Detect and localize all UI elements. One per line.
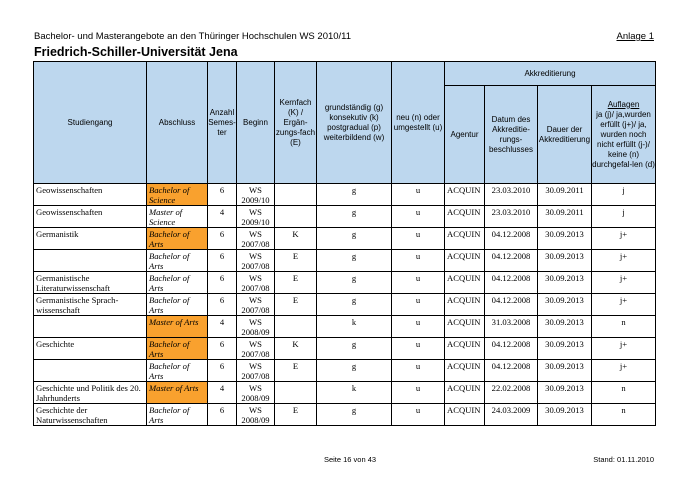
cell-abschluss: Bachelor of Arts <box>147 360 208 382</box>
cell-auflagen: j+ <box>592 360 656 382</box>
cell-dauer: 30.09.2013 <box>538 272 592 294</box>
cell-neu: u <box>392 338 445 360</box>
cell-kernfach: E <box>275 404 317 426</box>
cell-datum: 22.02.2008 <box>485 382 538 404</box>
cell-abschluss: Master of Arts <box>147 382 208 404</box>
cell-auflagen: j+ <box>592 250 656 272</box>
cell-datum: 31.03.2008 <box>485 316 538 338</box>
cell-studiengang: Geschichte <box>34 338 147 360</box>
cell-beginn: WS 2007/08 <box>237 272 275 294</box>
cell-agentur: ACQUIN <box>445 360 485 382</box>
cell-beginn: WS 2009/10 <box>237 206 275 228</box>
cell-beginn: WS 2009/10 <box>237 184 275 206</box>
cell-auflagen: j+ <box>592 338 656 360</box>
cell-studiengang: Geschichte der Naturwissenschaften <box>34 404 147 426</box>
cell-art: g <box>317 228 392 250</box>
col-header-grundstaendig: grundständig (g) konsekutiv (k) postgradual (p) weiterbildend (w) <box>317 62 392 184</box>
cell-agentur: ACQUIN <box>445 250 485 272</box>
table-row <box>34 404 656 426</box>
col-header-semester: Anzahl Semes-ter <box>208 62 237 184</box>
cell-kernfach <box>275 206 317 228</box>
cell-auflagen: n <box>592 382 656 404</box>
cell-abschluss: Bachelor of Science <box>147 184 208 206</box>
cell-dauer: 30.09.2013 <box>538 316 592 338</box>
cell-abschluss: Bachelor of Arts <box>147 338 208 360</box>
page-number: Seite 16 von 43 <box>323 455 377 464</box>
cell-agentur: ACQUIN <box>445 294 485 316</box>
cell-dauer: 30.09.2013 <box>538 382 592 404</box>
cell-semester: 6 <box>208 294 237 316</box>
cell-abschluss: Bachelor of Arts <box>147 250 208 272</box>
cell-agentur: ACQUIN <box>445 382 485 404</box>
cell-abschluss: Master of Science <box>147 206 208 228</box>
cell-agentur: ACQUIN <box>445 184 485 206</box>
cell-neu: u <box>392 228 445 250</box>
cell-studiengang: Geowissenschaften <box>34 184 147 206</box>
table-row <box>34 272 656 294</box>
cell-studiengang: Geschichte und Politik des 20. Jahrhunderts <box>34 382 147 404</box>
cell-kernfach: K <box>275 338 317 360</box>
cell-neu: u <box>392 316 445 338</box>
cell-dauer: 30.09.2011 <box>538 206 592 228</box>
cell-beginn: WS 2007/08 <box>237 294 275 316</box>
cell-abschluss: Master of Arts <box>147 316 208 338</box>
col-header-kernfach: Kernfach (K) / Ergän-zungs-fach (E) <box>275 62 317 184</box>
cell-kernfach: E <box>275 250 317 272</box>
cell-agentur: ACQUIN <box>445 404 485 426</box>
cell-auflagen: j <box>592 184 656 206</box>
cell-abschluss: Bachelor of Arts <box>147 272 208 294</box>
cell-studiengang: Geowissenschaften <box>34 206 147 228</box>
cell-art: g <box>317 184 392 206</box>
auflagen-legend: ja (j)/ ja,wurden erfüllt (j+)/ ja, wurden noch nicht erfüllt (j-)/ keine (n) durchgefal-len (d) <box>592 109 655 169</box>
col-header-studiengang: Studiengang <box>34 62 147 184</box>
col-header-datum: Datum des Akkreditie-rungs-beschlusses <box>485 86 538 184</box>
cell-neu: u <box>392 272 445 294</box>
cell-beginn: WS 2007/08 <box>237 360 275 382</box>
anlage-label: Anlage 1 <box>616 31 654 42</box>
cell-studiengang <box>34 316 147 338</box>
cell-studiengang <box>34 250 147 272</box>
university-title: Friedrich-Schiller-Universität Jena <box>34 45 238 59</box>
cell-abschluss: Bachelor of Arts <box>147 294 208 316</box>
col-header-neu: neu (n) oder umgestellt (u) <box>392 62 445 184</box>
cell-agentur: ACQUIN <box>445 316 485 338</box>
cell-studiengang: Germanistische Sprach-wissenschaft <box>34 294 147 316</box>
cell-neu: u <box>392 294 445 316</box>
cell-neu: u <box>392 360 445 382</box>
cell-art: g <box>317 294 392 316</box>
cell-datum: 23.03.2010 <box>485 206 538 228</box>
cell-dauer: 30.09.2013 <box>538 250 592 272</box>
cell-semester: 6 <box>208 360 237 382</box>
cell-agentur: ACQUIN <box>445 228 485 250</box>
cell-semester: 6 <box>208 404 237 426</box>
cell-datum: 04.12.2008 <box>485 250 538 272</box>
table-row <box>34 316 656 338</box>
table-row <box>34 184 656 206</box>
cell-datum: 23.03.2010 <box>485 184 538 206</box>
cell-auflagen: j <box>592 206 656 228</box>
cell-datum: 04.12.2008 <box>485 360 538 382</box>
document-header-title: Bachelor- und Masterangebote an den Thüringer Hochschulen WS 2010/11 <box>34 31 352 42</box>
table-row <box>34 206 656 228</box>
cell-auflagen: j+ <box>592 272 656 294</box>
cell-agentur: ACQUIN <box>445 272 485 294</box>
cell-abschluss: Bachelor of Arts <box>147 404 208 426</box>
cell-neu: u <box>392 382 445 404</box>
col-header-abschluss: Abschluss <box>147 62 208 184</box>
col-header-agentur: Agentur <box>445 86 485 184</box>
cell-beginn: WS 2008/09 <box>237 316 275 338</box>
cell-art: k <box>317 382 392 404</box>
cell-datum: 04.12.2008 <box>485 228 538 250</box>
cell-beginn: WS 2008/09 <box>237 404 275 426</box>
cell-studiengang: Germanistische Literaturwissenschaft <box>34 272 147 294</box>
cell-semester: 6 <box>208 272 237 294</box>
cell-datum: 04.12.2008 <box>485 338 538 360</box>
cell-studiengang <box>34 360 147 382</box>
cell-agentur: ACQUIN <box>445 206 485 228</box>
col-header-akkreditierung: Akkreditierung <box>445 62 656 86</box>
cell-kernfach <box>275 316 317 338</box>
table-row <box>34 382 656 404</box>
cell-beginn: WS 2007/08 <box>237 250 275 272</box>
cell-datum: 04.12.2008 <box>485 294 538 316</box>
auflagen-title: Auflagen <box>607 99 640 109</box>
cell-art: g <box>317 338 392 360</box>
table-row <box>34 294 656 316</box>
cell-neu: u <box>392 404 445 426</box>
cell-kernfach: K <box>275 228 317 250</box>
cell-agentur: ACQUIN <box>445 338 485 360</box>
cell-dauer: 30.09.2013 <box>538 228 592 250</box>
cell-beginn: WS 2008/09 <box>237 382 275 404</box>
cell-dauer: 30.09.2013 <box>538 404 592 426</box>
cell-art: g <box>317 206 392 228</box>
cell-beginn: WS 2007/08 <box>237 228 275 250</box>
cell-dauer: 30.09.2013 <box>538 360 592 382</box>
cell-auflagen: n <box>592 316 656 338</box>
table-row <box>34 250 656 272</box>
cell-semester: 4 <box>208 316 237 338</box>
cell-studiengang: Germanistik <box>34 228 147 250</box>
cell-semester: 6 <box>208 184 237 206</box>
table-row <box>34 338 656 360</box>
col-header-beginn: Beginn <box>237 62 275 184</box>
cell-kernfach <box>275 382 317 404</box>
cell-art: k <box>317 316 392 338</box>
cell-datum: 04.12.2008 <box>485 272 538 294</box>
cell-neu: u <box>392 206 445 228</box>
table-row <box>34 228 656 250</box>
accreditation-table <box>33 61 656 426</box>
cell-abschluss: Bachelor of Arts <box>147 228 208 250</box>
cell-neu: u <box>392 184 445 206</box>
cell-dauer: 30.09.2013 <box>538 338 592 360</box>
cell-semester: 4 <box>208 206 237 228</box>
cell-art: g <box>317 404 392 426</box>
cell-neu: u <box>392 250 445 272</box>
cell-dauer: 30.09.2013 <box>538 294 592 316</box>
cell-beginn: WS 2007/08 <box>237 338 275 360</box>
cell-kernfach: E <box>275 360 317 382</box>
cell-semester: 6 <box>208 250 237 272</box>
cell-kernfach: E <box>275 294 317 316</box>
cell-auflagen: j+ <box>592 228 656 250</box>
table-row <box>34 360 656 382</box>
cell-art: g <box>317 250 392 272</box>
cell-dauer: 30.09.2011 <box>538 184 592 206</box>
cell-art: g <box>317 272 392 294</box>
cell-kernfach <box>275 184 317 206</box>
cell-kernfach: E <box>275 272 317 294</box>
cell-art: g <box>317 360 392 382</box>
cell-semester: 6 <box>208 338 237 360</box>
col-header-dauer: Dauer der Akkreditierung <box>538 86 592 184</box>
cell-auflagen: n <box>592 404 656 426</box>
cell-auflagen: j+ <box>592 294 656 316</box>
cell-semester: 4 <box>208 382 237 404</box>
cell-semester: 6 <box>208 228 237 250</box>
stand-date: Stand: 01.11.2010 <box>593 455 654 464</box>
col-header-auflagen <box>592 86 656 184</box>
cell-datum: 24.03.2009 <box>485 404 538 426</box>
